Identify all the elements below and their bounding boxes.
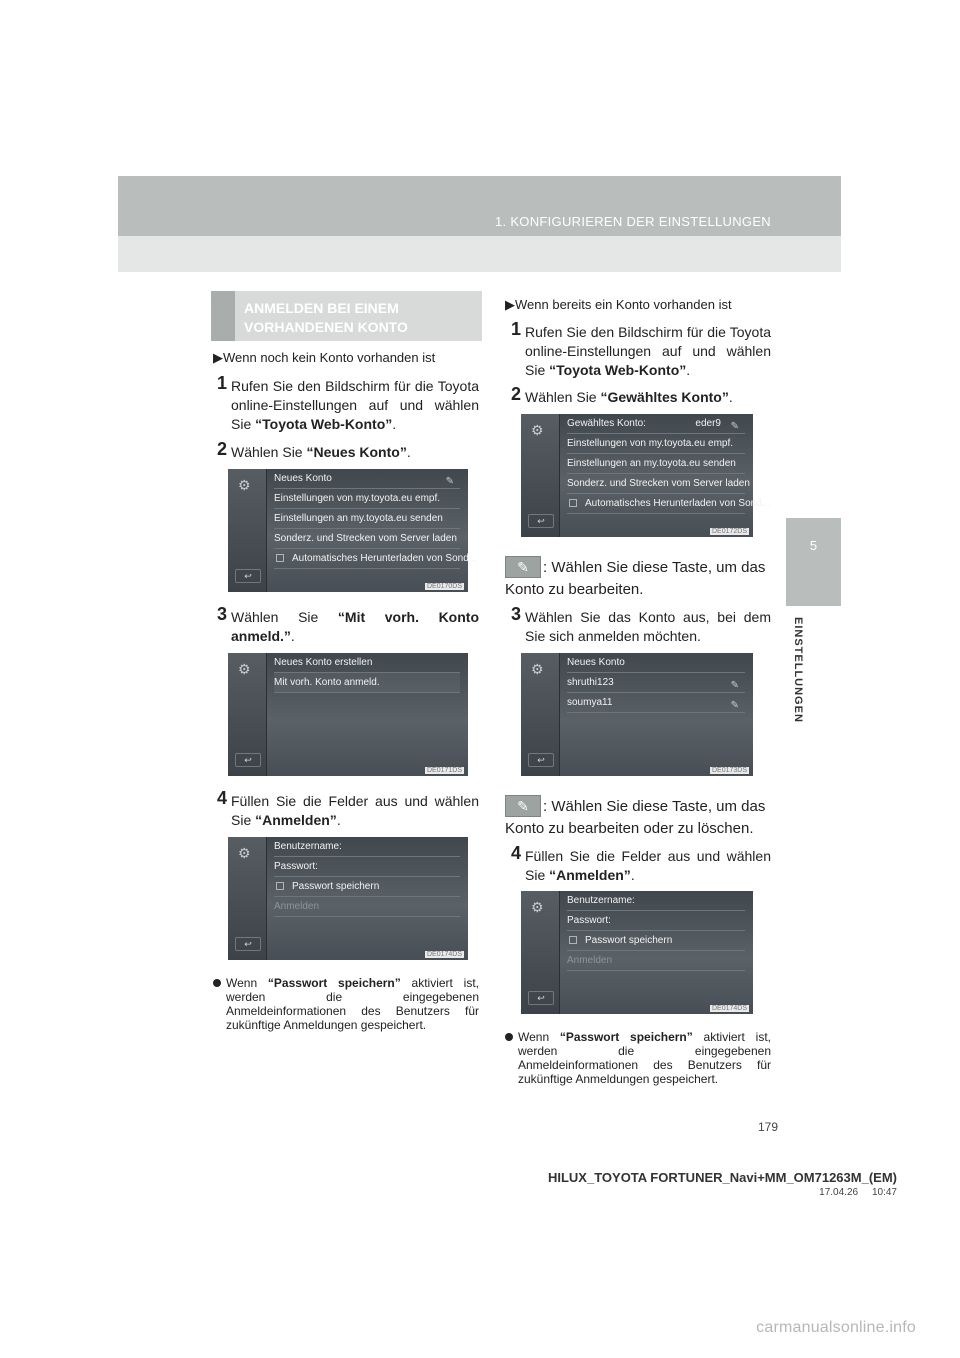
section-title-line1: ANMELDEN BEI EINEM (244, 300, 399, 316)
edit-icon: ✎ (445, 476, 454, 487)
step-key: “Toyota Web-Konto” (549, 362, 687, 378)
screen-row (274, 653, 460, 673)
screen-row-label: Einstellungen an my.toyota.eu senden (567, 458, 736, 469)
bullet-text: Wenn (518, 1030, 560, 1044)
bullet-key: “Passwort speichern” (267, 976, 401, 990)
screen-left-panel (521, 414, 560, 537)
section-title-line2: VORHANDENEN KONTO (244, 319, 408, 335)
right-step-2 (511, 384, 771, 407)
image-code: DE0174DS (711, 1005, 747, 1012)
screen-row (274, 509, 460, 529)
screen-row (567, 653, 745, 673)
step-text: Wählen Sie (525, 389, 601, 405)
bullet-text: aktiviert ist, werden die eingegebenen Anmeldeinformationen des Benutzers für zukünftige Anmeldungen gespeichert. (518, 1030, 771, 1086)
gear-icon: ⚙ (531, 661, 544, 677)
screenshot-new-account (228, 469, 478, 592)
watermark: carmanualsonline.info (756, 1319, 916, 1336)
condition-right (505, 295, 732, 314)
step-text: Wählen Sie (231, 609, 338, 625)
screen-row-label: Einstellungen an my.toyota.eu senden (274, 513, 443, 524)
edit-icon: ✎ (505, 795, 541, 817)
step-number: 2 (217, 439, 228, 459)
screen-row-label: Automatisches Herunterladen von Sond... (292, 553, 478, 564)
left-step-1 (217, 373, 479, 434)
page-header (118, 176, 841, 272)
screen-row (567, 454, 745, 474)
step-number: 3 (511, 604, 522, 624)
screen-row-label: Benutzername: (274, 841, 342, 852)
step-number: 4 (217, 788, 228, 808)
right-note-bullet (518, 1030, 771, 1086)
screen-row (274, 529, 460, 549)
step-end: . (728, 389, 733, 405)
screen-row-label: Benutzername: (567, 895, 635, 906)
chapter-number: 5 (809, 538, 818, 553)
screen-row (567, 911, 745, 931)
step-end: . (630, 867, 635, 883)
screen-row-label: Neues Konto (567, 657, 625, 668)
checkbox-icon (569, 936, 577, 944)
screenshot-login-right (521, 891, 753, 1014)
left-step-4 (217, 788, 479, 830)
step-text: Füllen Sie die Felder aus und wählen Sie (231, 793, 479, 828)
header-title: 1. KONFIGURIEREN DER EINSTELLUNGEN (494, 214, 771, 229)
chapter-tab (786, 518, 841, 606)
screen-row (274, 549, 478, 569)
step-key: “Toyota Web-Konto” (255, 416, 393, 432)
condition-left-text: Wenn noch kein Konto vorhanden ist (223, 350, 436, 365)
step-key: “Anmelden” (549, 867, 631, 883)
step-number: 3 (217, 604, 228, 624)
gear-icon: ⚙ (531, 899, 544, 915)
bullet-text: Wenn (226, 976, 268, 990)
edit-icon: ✎ (730, 680, 739, 691)
screen-row-label: Passwort: (274, 861, 318, 872)
edit-icon: ✎ (730, 421, 739, 432)
back-arrow-icon: ↩ (528, 753, 554, 767)
edit-icon: ✎ (505, 556, 541, 578)
image-code: DE0173DS (711, 767, 747, 774)
step-number: 1 (511, 319, 522, 339)
left-step-2 (217, 439, 479, 462)
screen-row-label: Einstellungen von my.toyota.eu empf. (567, 438, 734, 449)
screen-row-label: Passwort speichern (585, 935, 673, 946)
left-note-bullet (226, 976, 479, 1032)
step-number: 2 (511, 384, 522, 404)
screen-row (274, 489, 460, 509)
right-step-1 (511, 319, 771, 380)
screen-left-panel (521, 891, 560, 1014)
screenshot-selected-account (521, 414, 771, 537)
step-number: 1 (217, 373, 228, 393)
section-title-bar (211, 291, 235, 341)
checkbox-icon (569, 499, 577, 507)
right-note-edit-delete: : Wählen Sie diese Taste, um das Konto zu bearbeiten oder zu löschen. (505, 798, 766, 837)
step-text: Füllen Sie die Felder aus und wählen Sie (525, 848, 771, 883)
document-id: HILUX_TOYOTA FORTUNER_Navi+MM_OM71263M_(EM) (547, 1170, 897, 1185)
screenshot-account-list (521, 653, 753, 776)
screen-left-panel (228, 837, 267, 960)
checkbox-icon (276, 554, 284, 562)
condition-left (213, 348, 435, 367)
step-key: “Neues Konto” (306, 444, 407, 460)
gear-icon: ⚙ (238, 477, 251, 493)
back-arrow-icon: ↩ (235, 569, 261, 583)
chapter-label: EINSTELLUNGEN (792, 617, 804, 723)
screen-row (274, 897, 460, 917)
step-text: Rufen Sie den Bildschirm für die Toyota online-Einstellungen auf und wählen Sie (231, 378, 479, 432)
back-arrow-icon: ↩ (528, 991, 554, 1005)
screen-row-label: Anmelden (567, 955, 613, 966)
screen-row-label: Neues Konto (274, 473, 332, 484)
screen-row-label: Passwort speichern (292, 881, 380, 892)
step-text: Wählen Sie (231, 444, 307, 460)
screen-row (567, 951, 745, 971)
back-arrow-icon: ↩ (528, 514, 554, 528)
screen-row (274, 837, 460, 857)
right-note-edit: : Wählen Sie diese Taste, um das Konto zu bearbeiten. (505, 559, 766, 598)
image-code: DE0170DS (426, 583, 462, 590)
image-code: DE0172DS (711, 528, 747, 535)
image-code: DE0171DS (426, 767, 462, 774)
screen-row-label: Einstellungen von my.toyota.eu empf. (274, 493, 441, 504)
bullet-key: “Passwort speichern” (559, 1030, 693, 1044)
screen-row-label: Anmelden (274, 901, 320, 912)
screen-row (567, 693, 745, 713)
screen-row (567, 673, 745, 693)
back-arrow-icon: ↩ (235, 753, 261, 767)
step-end: . (336, 812, 341, 828)
bullet-text: aktiviert ist, werden die eingegebenen Anmeldeinformationen des Benutzers für zukünftige Anmeldungen gespeichert. (226, 976, 479, 1032)
screen-row (567, 414, 745, 434)
screen-row-label: Sonderz. und Strecken vom Server laden (567, 478, 750, 489)
step-end: . (392, 416, 397, 432)
page-number: 179 (757, 1120, 778, 1134)
screen-row (274, 857, 460, 877)
screen-row (567, 474, 750, 494)
screenshot-login-left (228, 837, 468, 960)
screen-row-label: shruthi123 (567, 677, 614, 688)
print-timestamp: 17.04.26 10:47 (819, 1187, 897, 1198)
step-key: “Gewähltes Konto” (600, 389, 729, 405)
screen-row-label: Mit vorh. Konto anmeld. (274, 677, 380, 688)
step-end: . (290, 628, 295, 644)
gear-icon: ⚙ (531, 422, 544, 438)
gear-icon: ⚙ (238, 845, 251, 861)
screenshot-create-account (228, 653, 468, 776)
screen-row-label: Passwort: (567, 915, 611, 926)
section-title (244, 299, 408, 337)
section-title-box (211, 291, 482, 341)
screen-row-label: Automatisches Herunterladen von Sond... (585, 498, 771, 509)
play-triangle-icon: ▶ (213, 350, 223, 365)
left-step-3 (217, 604, 479, 646)
step-text: Wählen Sie das Konto aus, bei dem Sie sich anmelden möchten. (525, 609, 771, 644)
bullet-icon (213, 979, 221, 987)
step-end: . (406, 444, 411, 460)
screen-row-label: soumya11 (567, 697, 613, 708)
selected-account-name: eder9 (695, 418, 721, 429)
condition-right-text: Wenn bereits ein Konto vorhanden ist (515, 297, 732, 312)
step-end: . (686, 362, 691, 378)
bullet-icon (505, 1033, 513, 1041)
back-arrow-icon: ↩ (235, 937, 261, 951)
screen-row-label: Gewähltes Konto: (567, 418, 646, 429)
screen-row-label: Sonderz. und Strecken vom Server laden (274, 533, 457, 544)
header-band (118, 176, 841, 236)
step-key: “Anmelden” (255, 812, 337, 828)
screen-left-panel (228, 469, 267, 592)
screen-row (567, 434, 745, 454)
screen-left-panel (521, 653, 560, 776)
step-number: 4 (511, 843, 522, 863)
checkbox-icon (276, 882, 284, 890)
screen-left-panel (228, 653, 267, 776)
right-step-3 (511, 604, 771, 646)
image-code: DE0174DS (426, 951, 462, 958)
screen-row (567, 931, 745, 951)
step-key: “Mit vorh. Konto anmeld.” (231, 609, 479, 644)
screen-row (274, 877, 460, 897)
screen-row (274, 469, 460, 489)
screen-row-label: Neues Konto erstellen (274, 657, 373, 668)
edit-icon: ✎ (730, 700, 739, 711)
step-text: Rufen Sie den Bildschirm für die Toyota online-Einstellungen auf und wählen Sie (525, 324, 771, 378)
screen-row (274, 673, 460, 693)
right-step-4 (511, 843, 771, 885)
gear-icon: ⚙ (238, 661, 251, 677)
play-triangle-icon: ▶ (505, 297, 515, 312)
screen-row (567, 494, 771, 514)
screen-row (567, 891, 745, 911)
